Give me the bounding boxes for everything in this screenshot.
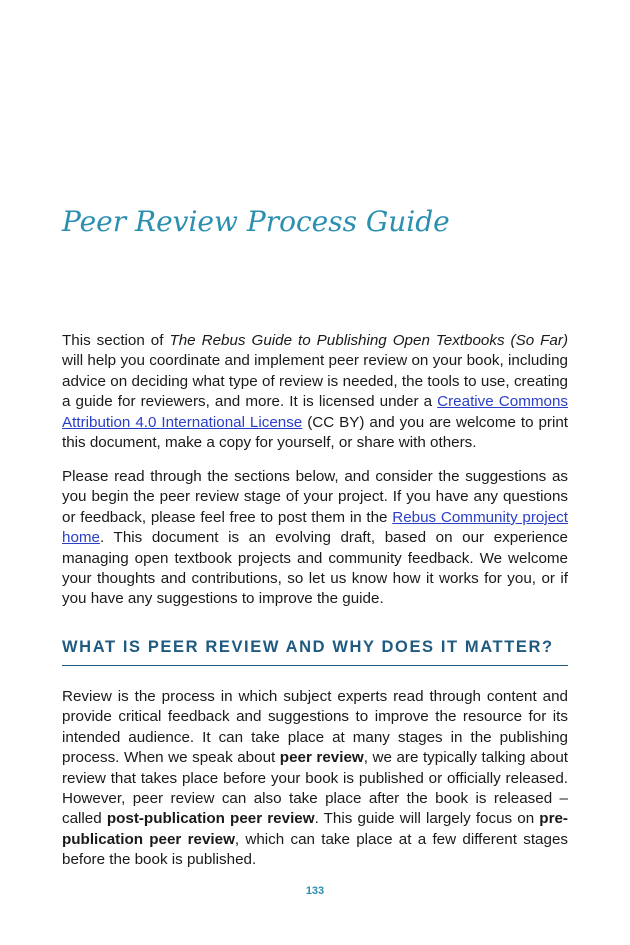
text-run: Please read through the sections below, and consider the suggestions as you begin the peer review stage of your project. If you have any questions or feedback, please feel free to post them in the bbox=[62, 468, 568, 526]
text-run: Review is the process in which subject experts read through content and provide critical feedback and suggestions to improve the resource for its intended audience. It can take place at many stages in the publishing process. When we speak about bbox=[62, 688, 568, 767]
page-number: 133 bbox=[305, 885, 325, 897]
text-run: , we are typically talking about review that takes place before your book is published or officially released. However, peer review can also take place after the book is released – called bbox=[62, 749, 568, 828]
book-title: The Rebus Guide to Publishing Open Textbooks (So Far) bbox=[169, 332, 568, 349]
bold-term: peer review bbox=[279, 749, 364, 767]
community-link[interactable]: Rebus Community project home bbox=[62, 508, 568, 547]
text-run: will help you coordinate and implement peer review on your book, including advice on deciding what type of review is needed, the tools to use, creating a guide for reviewers, and more. It is licensed under a bbox=[62, 352, 568, 411]
text-run: , which can take place at a few different stages before the book is published. bbox=[62, 830, 568, 869]
section-heading: WHAT IS PEER REVIEW AND WHY DOES IT MATTER? bbox=[62, 638, 568, 666]
bold-term: pre-publication peer review bbox=[62, 810, 568, 848]
text-run: (CC BY) and you are welcome to print this document, make a copy for yourself, or share with others. bbox=[62, 413, 569, 452]
text-run: . This guide will largely focus on bbox=[314, 810, 540, 828]
intro-paragraph bbox=[62, 331, 568, 453]
guidance-paragraph bbox=[62, 467, 568, 610]
text-run: This section of bbox=[62, 332, 170, 349]
chapter-title: Peer Review Process Guide bbox=[62, 205, 450, 238]
text-run: . This document is an evolving draft, based on our experience managing open textbook projects and community feedback. We welcome your thoughts and contributions, so let us know how it works for you, or if you have any suggestions to improve the guide. bbox=[62, 529, 568, 608]
peer-review-paragraph bbox=[62, 687, 568, 871]
bold-term: post-publication peer review bbox=[106, 810, 315, 828]
license-link[interactable]: Creative Commons Attribution 4.0 International License bbox=[62, 393, 569, 431]
